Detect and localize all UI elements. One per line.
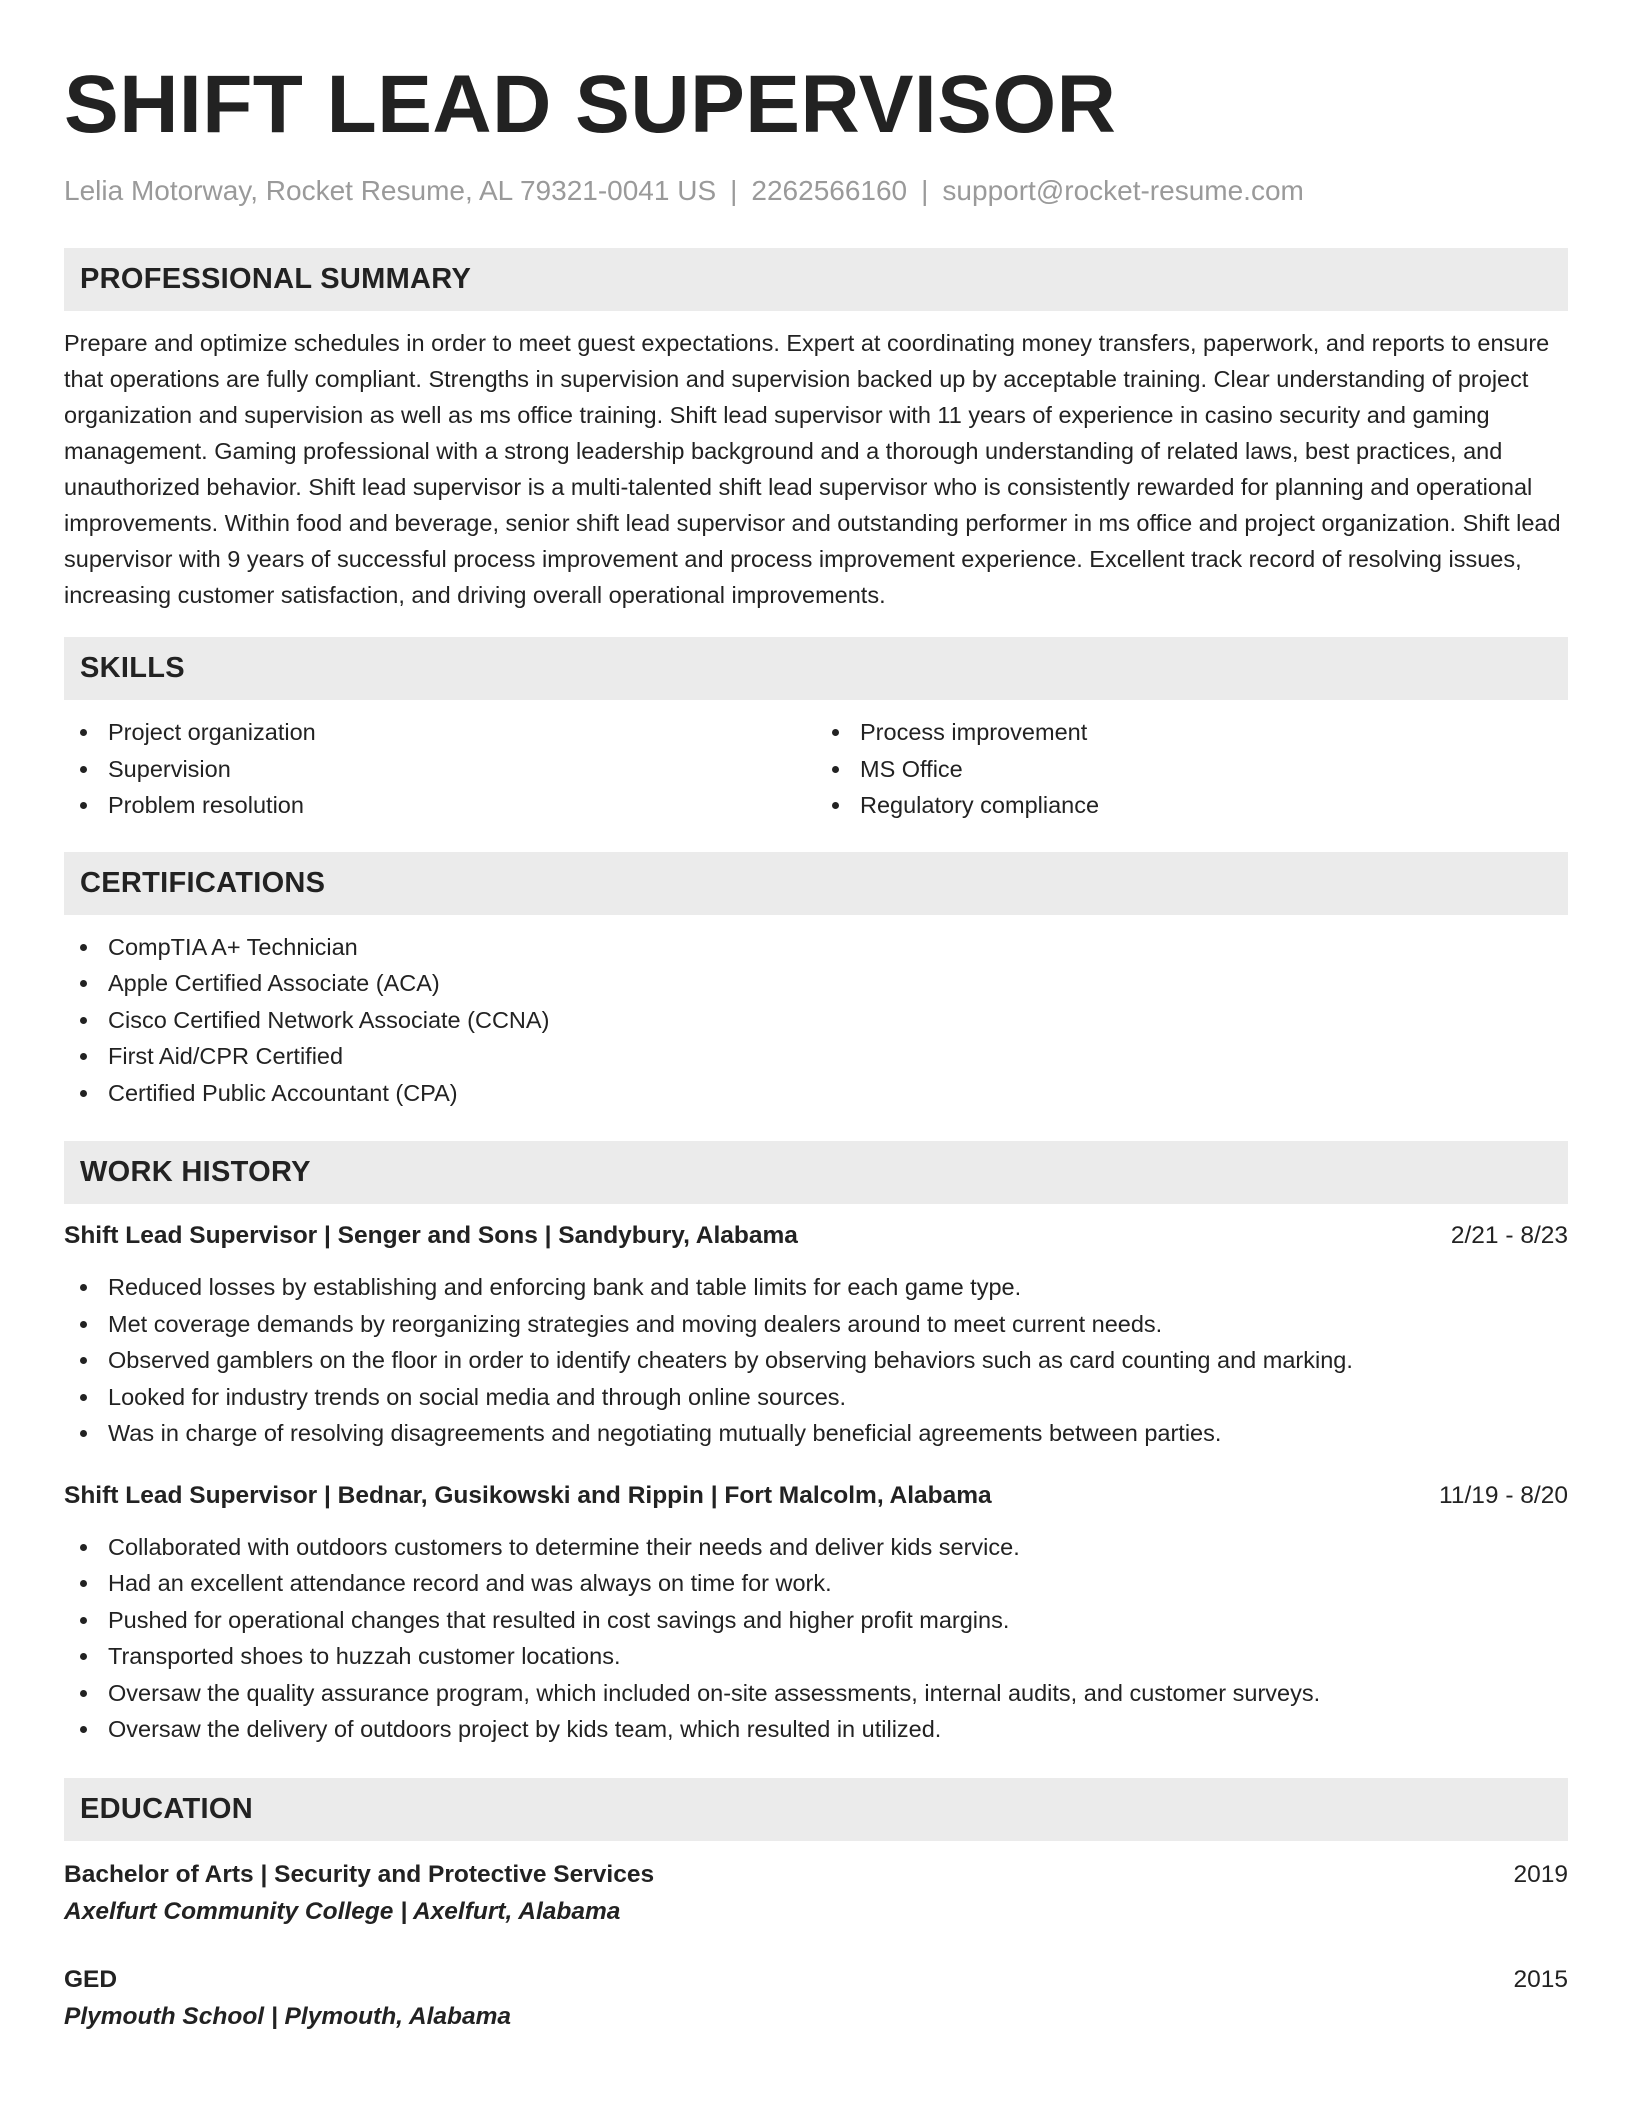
- skill-item: MS Office: [816, 751, 1568, 788]
- section-header-summary: PROFESSIONAL SUMMARY: [64, 248, 1568, 311]
- skills-right-column: [816, 714, 1568, 824]
- education-degree: Bachelor of Arts | Security and Protective Services: [64, 1860, 655, 1888]
- contact-separator: |: [921, 175, 929, 206]
- job-bullet: Reduced losses by establishing and enforcing bank and table limits for each game type.: [64, 1269, 1568, 1306]
- education-school: Plymouth School | Plymouth, Alabama: [64, 2002, 512, 2030]
- job-bullet: Pushed for operational changes that resulted in cost savings and higher profit margins.: [64, 1602, 1568, 1639]
- job-bullet: Oversaw the quality assurance program, which included on-site assessments, internal audits, and customer surveys.: [64, 1675, 1568, 1712]
- education-entry: [64, 1859, 1568, 1928]
- certification-item: Apple Certified Associate (ACA): [64, 965, 1568, 1002]
- job-bullet: Collaborated with outdoors customers to determine their needs and deliver kids service.: [64, 1529, 1568, 1566]
- job-bullet: Transported shoes to huzzah customer locations.: [64, 1638, 1568, 1675]
- job-bullets: [64, 1269, 1568, 1452]
- skills-grid: [64, 714, 1568, 824]
- job-header: [64, 1480, 1568, 1512]
- job-title: Shift Lead Supervisor | Bednar, Gusikowski and Rippin | Fort Malcolm, Alabama: [64, 1481, 992, 1509]
- contact-phone: 2262566160: [751, 175, 908, 206]
- job-title: Shift Lead Supervisor | Senger and Sons | Sandybury, Alabama: [64, 1222, 798, 1249]
- skill-item: Project organization: [64, 714, 816, 751]
- skill-item: Process improvement: [816, 714, 1568, 751]
- job-bullet: Observed gamblers on the floor in order to identify cheaters by observing behaviors such as card counting and marking.: [64, 1342, 1568, 1379]
- job-bullet: Oversaw the delivery of outdoors project by kids team, which resulted in utilized.: [64, 1711, 1568, 1748]
- skill-item: Supervision: [64, 751, 816, 788]
- job-dates: 11/19 - 8/20: [1439, 1481, 1568, 1509]
- section-header-certifications: CERTIFICATIONS: [64, 852, 1568, 915]
- job-bullet: Looked for industry trends on social media and through online sources.: [64, 1379, 1568, 1416]
- certification-item: Certified Public Accountant (CPA): [64, 1075, 1568, 1112]
- job-dates: 2/21 - 8/23: [1450, 1222, 1568, 1249]
- certifications-list: [64, 929, 1568, 1112]
- summary-text: Prepare and optimize schedules in order to meet guest expectations. Expert at coordinating money transfers, paperwork, and reports to ensure that operations are fully compliant. Strengths in supervision and supervision backed up by acceptable training. Clear understanding of project organization and supervision as well as ms office training. Shift lead supervisor with 11 years of experience in casino security and gaming management. Gaming professional with a strong leadership background and a thorough understanding of related laws, best practices, and unauthorized behavior. Shift lead supervisor is a multi-talented shift lead supervisor who is consistently rewarded for planning and operational improvements. Within food and beverage, senior shift lead supervisor and outstanding performer in ms office and project organization. Shift lead supervisor with 9 years of successful process improvement and process improvement experience. Excellent track record of resolving issues, increasing customer satisfaction, and driving overall operational improvements.: [64, 330, 1561, 608]
- certification-item: First Aid/CPR Certified: [64, 1038, 1568, 1075]
- section-header-work-history: WORK HISTORY: [64, 1141, 1568, 1204]
- education-year: 2019: [1513, 1860, 1568, 1888]
- job-entry: [64, 1220, 1568, 1452]
- job-entry: [64, 1480, 1568, 1748]
- job-bullet: Met coverage demands by reorganizing strategies and moving dealers around to meet current needs.: [64, 1306, 1568, 1343]
- education-header: [64, 1859, 1568, 1891]
- education-year: 2015: [1513, 1965, 1568, 1993]
- resume-name-title: SHIFT LEAD SUPERVISOR: [64, 59, 1117, 150]
- skill-item: Regulatory compliance: [816, 787, 1568, 824]
- contact-line: [64, 174, 1568, 208]
- job-bullets: [64, 1529, 1568, 1748]
- skills-left-column: [64, 714, 816, 824]
- skill-item: Problem resolution: [64, 787, 816, 824]
- job-bullet: Had an excellent attendance record and was always on time for work.: [64, 1565, 1568, 1602]
- contact-separator: |: [730, 175, 738, 206]
- education-header: [64, 1964, 1568, 1996]
- education-degree: GED: [64, 1965, 118, 1993]
- contact-address: Lelia Motorway, Rocket Resume, AL 79321-0041 US: [64, 175, 717, 206]
- job-bullet: Was in charge of resolving disagreements and negotiating mutually beneficial agreements between parties.: [64, 1415, 1568, 1452]
- section-header-skills: SKILLS: [64, 637, 1568, 700]
- certification-item: CompTIA A+ Technician: [64, 929, 1568, 966]
- education-school: Axelfurt Community College | Axelfurt, Alabama: [64, 1897, 621, 1925]
- job-header: [64, 1220, 1568, 1252]
- section-header-education: EDUCATION: [64, 1778, 1568, 1841]
- contact-email: support@rocket-resume.com: [942, 175, 1304, 206]
- certification-item: Cisco Certified Network Associate (CCNA): [64, 1002, 1568, 1039]
- education-entry: [64, 1964, 1568, 2033]
